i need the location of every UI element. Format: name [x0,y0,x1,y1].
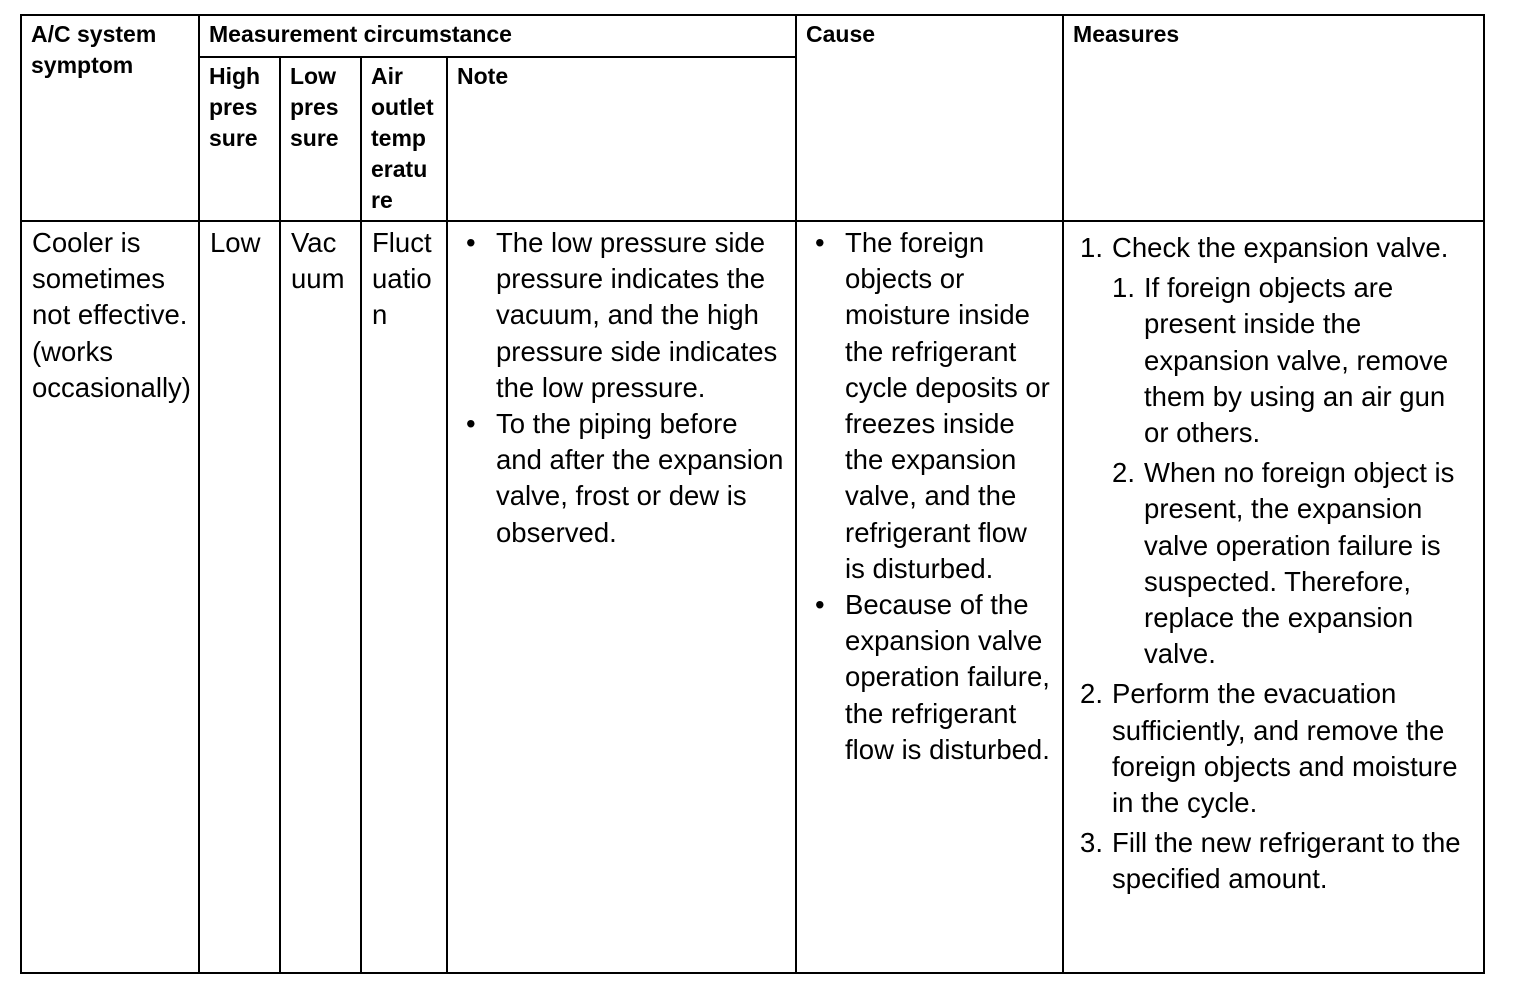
measure-substep-number: 1. [1112,272,1135,304]
note-item: • To the piping before and after the expansion valve, frost or dew is observed. [458,406,787,551]
table-row [21,221,1484,973]
measure-substep [1112,455,1475,672]
cell-high-pressure: Low [199,221,280,973]
measure-step [1074,230,1475,672]
measure-step [1074,676,1475,821]
header-symptom: A/C system symptom [21,15,199,221]
measure-substep [1112,270,1475,451]
note-list [458,225,787,551]
diagnosis-table [20,14,1485,974]
measure-substep-text: When no foreign object is present, the expansion valve operation failure is suspected. Therefore, replace the expansion valve. [1144,457,1455,670]
measures-list [1074,225,1475,898]
measure-substep-number: 2. [1112,457,1135,489]
header-row-top [21,15,1484,57]
cell-symptom: Cooler is sometimes not effective. (works occasionally) [21,221,199,973]
measure-step-text: Check the expansion valve. [1112,232,1449,263]
cause-item: • The foreign objects or moisture inside the refrigerant cycle deposits or freezes inside the expansion valve, and the refrigerant flow is disturbed. [807,225,1054,587]
header-cause: Cause [796,15,1063,221]
header-high-pressure: High pres sure [199,57,280,221]
header-low-pressure: Low pres sure [280,57,361,221]
header-measurement-circumstance: Measurement circumstance [199,15,796,57]
cause-list [807,225,1054,768]
note-item: • The low pressure side pressure indicates the vacuum, and the high pressure side indicates the low pressure. [458,225,787,406]
measure-step-number: 1. [1080,232,1103,263]
measure-step-text: Fill the new refrigerant to the specified amount. [1112,827,1461,895]
cell-low-pressure: Vac uum [280,221,361,973]
measure-step-number: 3. [1080,827,1103,859]
cause-item: • Because of the expansion valve operation failure, the refrigerant flow is disturbed. [807,587,1054,768]
header-note: Note [447,57,796,221]
measure-step [1074,825,1475,897]
cell-air-outlet-temperature: Fluct uatio n [361,221,447,973]
header-measures: Measures [1063,15,1484,221]
cell-note [447,221,796,973]
cell-cause [796,221,1063,973]
cell-measures [1063,221,1484,973]
measure-step-text: Perform the evacuation sufficiently, and remove the foreign objects and moisture in the cycle. [1112,678,1458,819]
header-air-outlet-temperature: Air outlet temp eratu re [361,57,447,221]
measure-substeps [1112,270,1475,672]
measure-substep-text: If foreign objects are present inside the expansion valve, remove them by using an air gun or others. [1144,272,1449,449]
measure-step-number: 2. [1080,678,1103,710]
